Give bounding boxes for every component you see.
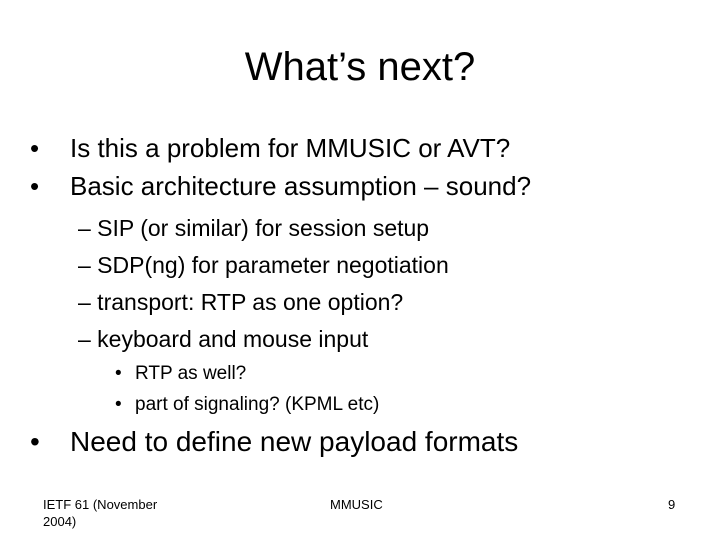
bullet-text: part of signaling? (KPML etc) xyxy=(135,394,380,415)
footer-event: IETF 61 (November 2004) xyxy=(43,497,158,529)
bullet-text: Basic architecture assumption – sound? xyxy=(70,171,532,201)
sub-sub-bullet-item xyxy=(115,362,246,386)
page-number: 9 xyxy=(668,497,676,512)
bullet-marker: • xyxy=(30,133,40,163)
sub-sub-bullet-item xyxy=(115,393,379,417)
bullet-marker: • xyxy=(115,394,122,415)
sub-bullet-item: – keyboard and mouse input xyxy=(78,326,369,352)
bullet-item xyxy=(28,170,531,202)
bullet-text: RTP as well? xyxy=(135,363,247,384)
bullet-marker: • xyxy=(115,363,122,384)
bullet-marker: • xyxy=(30,426,40,457)
slide-title: What’s next? xyxy=(244,45,476,89)
bullet-item xyxy=(28,132,510,164)
bullet-item xyxy=(28,424,518,460)
bullet-marker: • xyxy=(30,171,40,201)
sub-bullet-item: – SIP (or similar) for session setup xyxy=(78,215,430,241)
sub-bullet-item: – SDP(ng) for parameter negotiation xyxy=(78,252,449,278)
bullet-text: Is this a problem for MMUSIC or AVT? xyxy=(70,133,511,163)
bullet-text: Need to define new payload formats xyxy=(70,426,519,457)
footer-group: MMUSIC xyxy=(330,497,383,512)
sub-bullet-item: – transport: RTP as one option? xyxy=(78,289,404,315)
